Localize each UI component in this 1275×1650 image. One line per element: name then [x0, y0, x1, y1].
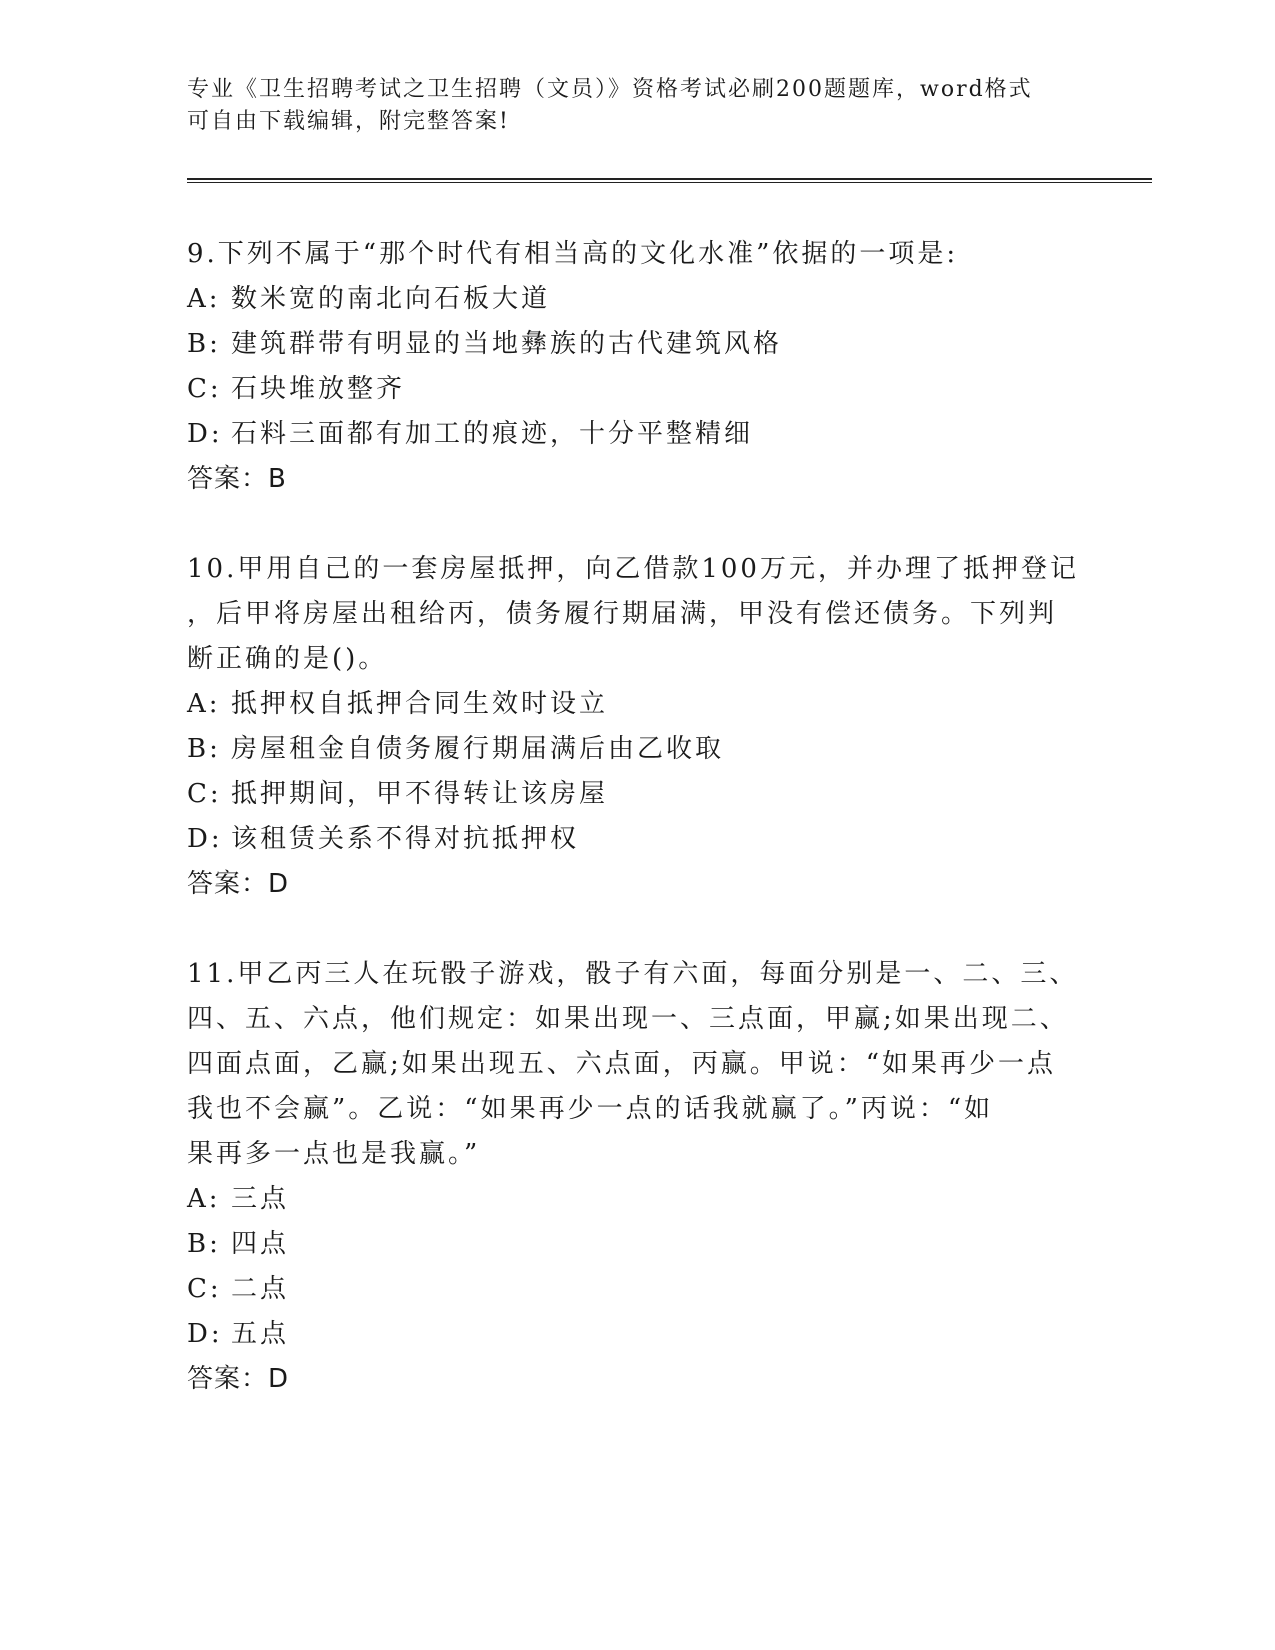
- answer-line: 答案：D: [187, 869, 290, 899]
- answer-line: 答案：B: [187, 464, 287, 494]
- option-text: 石料三面都有加工的痕迹，十分平整精细: [231, 419, 754, 449]
- header-line-1: 专业《卫生招聘考试之卫生招聘（文员）》资格考试必刷200题题库，word格式: [187, 77, 1033, 102]
- option-d: [187, 817, 1087, 862]
- option-key: D:: [187, 1319, 223, 1349]
- option-text: 数米宽的南北向石板大道: [231, 284, 551, 314]
- option-c: [187, 772, 1087, 817]
- document-header: [187, 74, 1067, 138]
- option-text: 四点: [231, 1229, 290, 1259]
- option-b: [187, 322, 1087, 367]
- option-key: B:: [187, 1229, 221, 1259]
- option-key: A:: [187, 1184, 221, 1214]
- option-text: 三点: [231, 1184, 290, 1214]
- option-key: D:: [187, 419, 223, 449]
- option-key: A:: [187, 284, 221, 314]
- header-line-2: 可自由下载编辑，附完整答案!: [187, 109, 510, 134]
- answer-line: 答案：D: [187, 1364, 290, 1394]
- header-divider: [187, 178, 1152, 183]
- option-text: 该租赁关系不得对抗抵押权: [231, 824, 580, 854]
- option-text: 建筑群带有明显的当地彝族的古代建筑风格: [231, 329, 783, 359]
- question-10: [187, 547, 1087, 907]
- option-d: [187, 1312, 1087, 1357]
- question-stem-line: ，后甲将房屋出租给丙，债务履行期届满，甲没有偿还债务。下列判: [187, 599, 1058, 629]
- option-d: [187, 412, 1087, 457]
- option-text: 抵押期间，甲不得转让该房屋: [231, 779, 609, 809]
- option-text: 房屋租金自债务履行期届满后由乙收取: [231, 734, 725, 764]
- option-b: [187, 1222, 1087, 1267]
- option-key: B:: [187, 329, 221, 359]
- option-key: B:: [187, 734, 221, 764]
- option-b: [187, 727, 1087, 772]
- option-text: 抵押权自抵押合同生效时设立: [231, 689, 609, 719]
- question-11: [187, 952, 1087, 1402]
- question-stem-line: 我也不会赢”。乙说：“如果再少一点的话我就赢了。”丙说：“如: [187, 1094, 994, 1124]
- question-stem-line: 11.甲乙丙三人在玩骰子游戏，骰子有六面，每面分别是一、二、三、: [187, 959, 1079, 989]
- option-a: [187, 1177, 1087, 1222]
- option-key: C:: [187, 374, 222, 404]
- question-stem-line: 10.甲用自己的一套房屋抵押，向乙借款100万元，并办理了抵押登记: [187, 554, 1079, 584]
- option-key: C:: [187, 1274, 222, 1304]
- option-a: [187, 682, 1087, 727]
- option-c: [187, 1267, 1087, 1312]
- option-text: 石块堆放整齐: [231, 374, 406, 404]
- question-stem-line: 四、五、六点，他们规定：如果出现一、三点面，甲赢;如果出现二、: [187, 1004, 1069, 1034]
- question-stem-line: 四面点面，乙赢;如果出现五、六点面，丙赢。甲说：“如果再少一点: [187, 1049, 1057, 1079]
- option-c: [187, 367, 1087, 412]
- option-a: [187, 277, 1087, 322]
- question-9: [187, 232, 1087, 502]
- question-stem-line: 果再多一点也是我赢。”: [187, 1139, 481, 1169]
- question-stem-line: 断正确的是()。: [187, 644, 388, 674]
- option-text: 五点: [231, 1319, 290, 1349]
- option-key: C:: [187, 779, 222, 809]
- question-list: [187, 232, 1087, 1447]
- option-key: A:: [187, 689, 221, 719]
- question-stem: 9.下列不属于“那个时代有相当高的文化水准”依据的一项是:: [187, 239, 959, 269]
- option-key: D:: [187, 824, 223, 854]
- option-text: 二点: [231, 1274, 290, 1304]
